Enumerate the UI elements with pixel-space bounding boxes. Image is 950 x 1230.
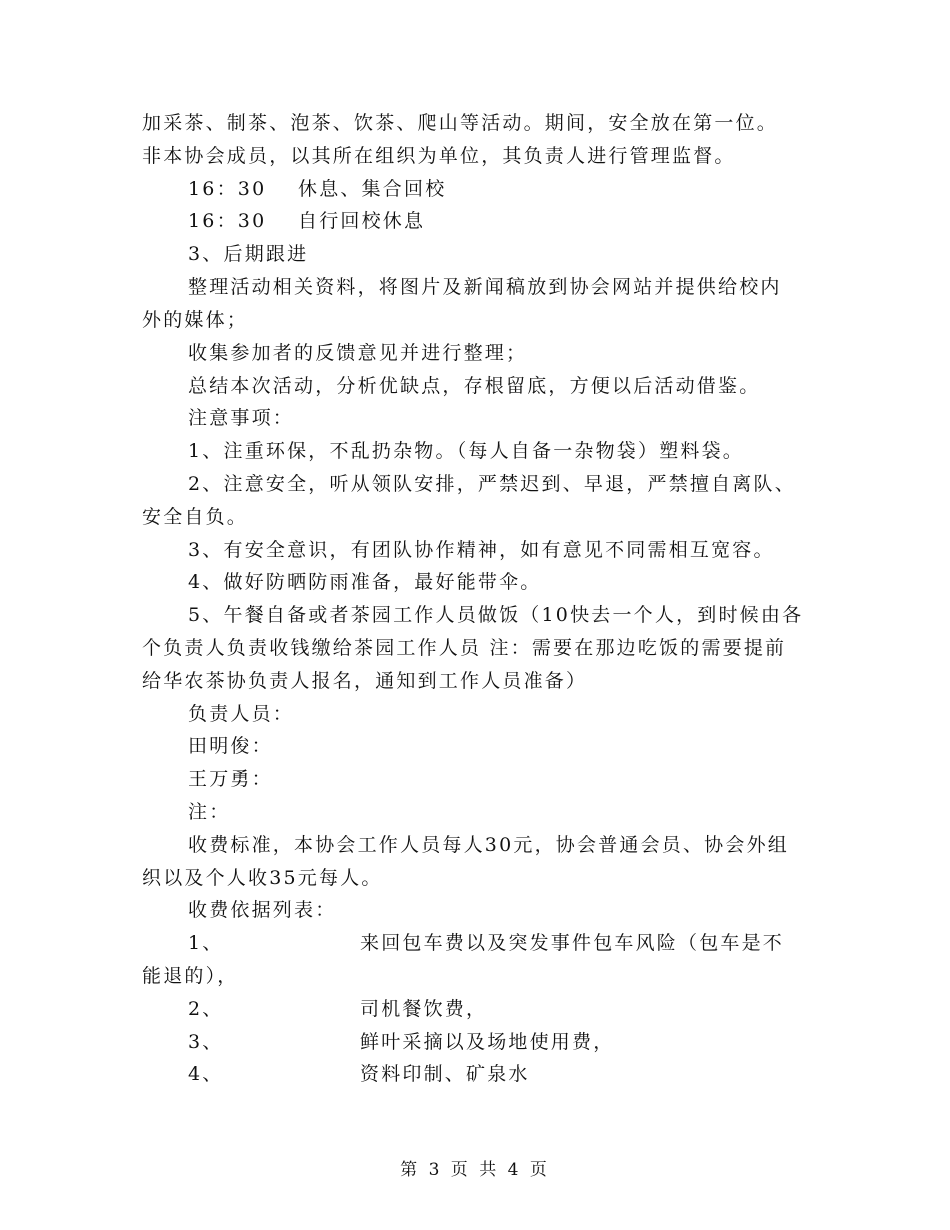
text-line: 非本协会成员，以其所在组织为单位，其负责人进行管理监督。 [142, 145, 736, 167]
text-line: 注： [188, 801, 231, 823]
page-footer: 第 3 页 共 4 页 [400, 1160, 550, 1180]
section-heading: 3、后期跟进 [188, 243, 309, 265]
text-line: 3、有安全意识，有团队协作精神，如有意见不同需相互宽容。 [188, 539, 775, 561]
text-line: 5、午餐自备或者茶园工作人员做饭（10快去一个人，到时候由各 [188, 604, 804, 626]
text-line: 外的媒体； [142, 309, 249, 331]
schedule-text: 自行回校休息 [298, 210, 426, 232]
fee-item-number: 2、 [188, 998, 224, 1020]
text-line: 收费标准，本协会工作人员每人30元，协会普通会员、协会外组 [188, 834, 789, 856]
text-line: 整理活动相关资料，将图片及新闻稿放到协会网站并提供给校内 [188, 276, 782, 298]
text-line: 田明俊： [188, 735, 273, 757]
text-line: 安全自负。 [142, 506, 249, 528]
text-line: 给华农茶协负责人报名，通知到工作人员准备） [142, 670, 588, 692]
section-heading: 注意事项： [188, 407, 295, 429]
fee-item-text: 来回包车费以及突发事件包车风险（包车是不 [360, 932, 785, 954]
schedule-time: 16：30 [188, 178, 267, 200]
text-line: 加采茶、制茶、泡茶、饮茶、爬山等活动。期间，安全放在第一位。 [142, 112, 779, 134]
text-line: 收费依据列表： [188, 899, 337, 921]
text-line: 2、注意安全，听从领队安排，严禁迟到、早退，严禁擅自离队、 [188, 473, 796, 495]
text-line: 4、做好防晒防雨准备，最好能带伞。 [188, 571, 542, 593]
text-line: 总结本次活动，分析优缺点，存根留底，方便以后活动借鉴。 [188, 375, 761, 397]
schedule-text: 休息、集合回校 [298, 178, 447, 200]
text-line: 收集参加者的反馈意见并进行整理； [188, 342, 528, 364]
text-line: 织以及个人收35元每人。 [142, 867, 383, 889]
text-line: 个负责人负责收钱缴给茶园工作人员 注：需要在那边吃饭的需要提前 [142, 637, 787, 659]
fee-item-number: 3、 [188, 1031, 224, 1053]
fee-item-text: 鲜叶采摘以及场地使用费， [360, 1031, 615, 1053]
fee-item-text: 司机餐饮费， [360, 998, 488, 1020]
text-line: 能退的）， [142, 965, 239, 987]
fee-item-number: 1、 [188, 932, 224, 954]
fee-item-number: 4、 [188, 1063, 224, 1085]
schedule-time: 16：30 [188, 210, 267, 232]
schedule-item [188, 210, 425, 232]
text-line: 王万勇： [188, 768, 273, 790]
fee-item-text: 资料印制、矿泉水 [360, 1063, 530, 1085]
text-line: 负责人员： [188, 703, 295, 725]
schedule-item [188, 178, 446, 200]
text-line: 1、注重环保，不乱扔杂物。（每人自备一杂物袋）塑料袋。 [188, 440, 744, 462]
